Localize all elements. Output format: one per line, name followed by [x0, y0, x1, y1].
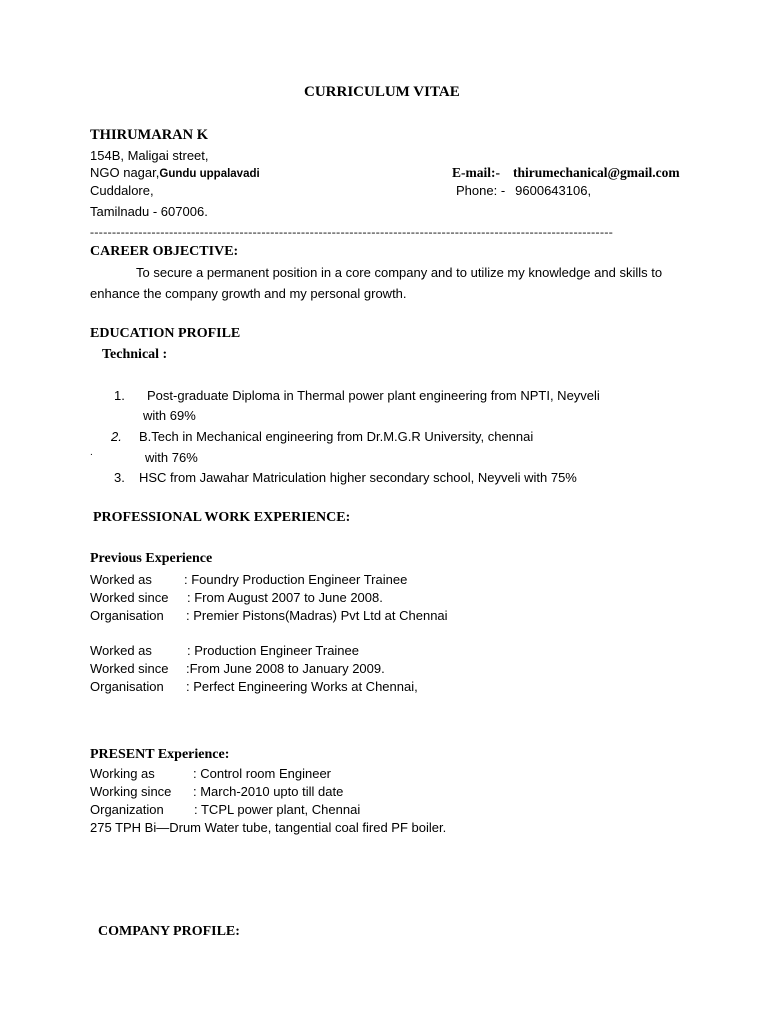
job-2-org-label: Organisation	[90, 679, 164, 694]
job-2-role-label: Worked as	[90, 643, 152, 658]
job-1-role-label: Worked as	[90, 572, 152, 587]
candidate-name: THIRUMARAN K	[90, 127, 209, 143]
address-line-1: 154B, Maligai street,	[90, 148, 209, 163]
present-boiler-note: 275 TPH Bi—Drum Water tube, tangential coal fired PF boiler.	[90, 820, 447, 835]
present-since-value: : March-2010 upto till date	[193, 784, 344, 799]
phone-number: 9600643106,	[515, 183, 592, 198]
education-item-2-text: B.Tech in Mechanical engineering from Dr.M.G.R University, chennai	[139, 429, 534, 444]
present-org-label: Organization	[90, 802, 164, 817]
separator-line: -----------------------------------------------------------------------------------------------------------------------	[90, 225, 614, 239]
career-objective-line-1: To secure a permanent position in a core company and to utilize my knowledge and skills to	[136, 265, 663, 280]
job-1-since-label: Worked since	[90, 590, 169, 605]
present-role-label: Working as	[90, 766, 155, 781]
address-locality: Gundu uppalavadi	[159, 168, 260, 180]
present-org-value: : TCPL power plant, Chennai	[194, 802, 361, 817]
work-experience-heading: PROFESSIONAL WORK EXPERIENCE:	[93, 510, 351, 525]
email-line	[452, 166, 680, 180]
email-label: E-mail:-	[452, 165, 500, 180]
job-2-role-value: : Production Engineer Trainee	[187, 643, 359, 658]
address-line-4: Tamilnadu - 607006.	[90, 204, 208, 219]
job-1-role-value: : Foundry Production Engineer Trainee	[184, 572, 408, 587]
job-1-org-value: : Premier Pistons(Madras) Pvt Ltd at Chennai	[186, 608, 448, 623]
education-item-1-grade: with 69%	[143, 408, 196, 423]
job-1-org-label: Organisation	[90, 608, 164, 623]
job-2-since-value: :From June 2008 to January 2009.	[186, 661, 385, 676]
company-profile-heading: COMPANY PROFILE:	[98, 924, 240, 939]
education-heading: EDUCATION PROFILE	[90, 326, 241, 341]
phone-label: Phone: -	[456, 183, 506, 198]
career-objective-line-2: enhance the company growth and my personal growth.	[90, 286, 407, 301]
address-line-3: Cuddalore,	[90, 183, 154, 198]
education-item-1-number: 1.	[114, 388, 125, 403]
document-title: CURRICULUM VITAE	[304, 84, 460, 100]
education-item-3-text: HSC from Jawahar Matriculation higher secondary school, Neyveli with 75%	[139, 470, 577, 485]
address-line-2	[90, 166, 260, 181]
education-item-2-mark: .	[90, 447, 93, 458]
address-area: NGO nagar,	[90, 165, 160, 180]
job-2-org-value: : Perfect Engineering Works at Chennai,	[186, 679, 418, 694]
education-subheading: Technical :	[102, 347, 168, 362]
present-experience-heading: PRESENT Experience:	[90, 747, 230, 762]
previous-experience-heading: Previous Experience	[90, 551, 213, 566]
phone-line	[456, 184, 591, 197]
career-objective-heading: CAREER OBJECTIVE:	[90, 244, 239, 259]
education-item-3-number: 3.	[114, 470, 125, 485]
education-item-2-grade: with 76%	[145, 450, 198, 465]
job-2-since-label: Worked since	[90, 661, 169, 676]
present-role-value: : Control room Engineer	[193, 766, 332, 781]
email-address[interactable]: thirumechanical@gmail.com	[513, 165, 680, 180]
present-since-label: Working since	[90, 784, 172, 799]
job-1-since-value: : From August 2007 to June 2008.	[187, 590, 383, 605]
education-item-1-text: Post-graduate Diploma in Thermal power plant engineering from NPTI, Neyveli	[147, 388, 600, 403]
education-item-2-number: 2.	[111, 429, 122, 444]
